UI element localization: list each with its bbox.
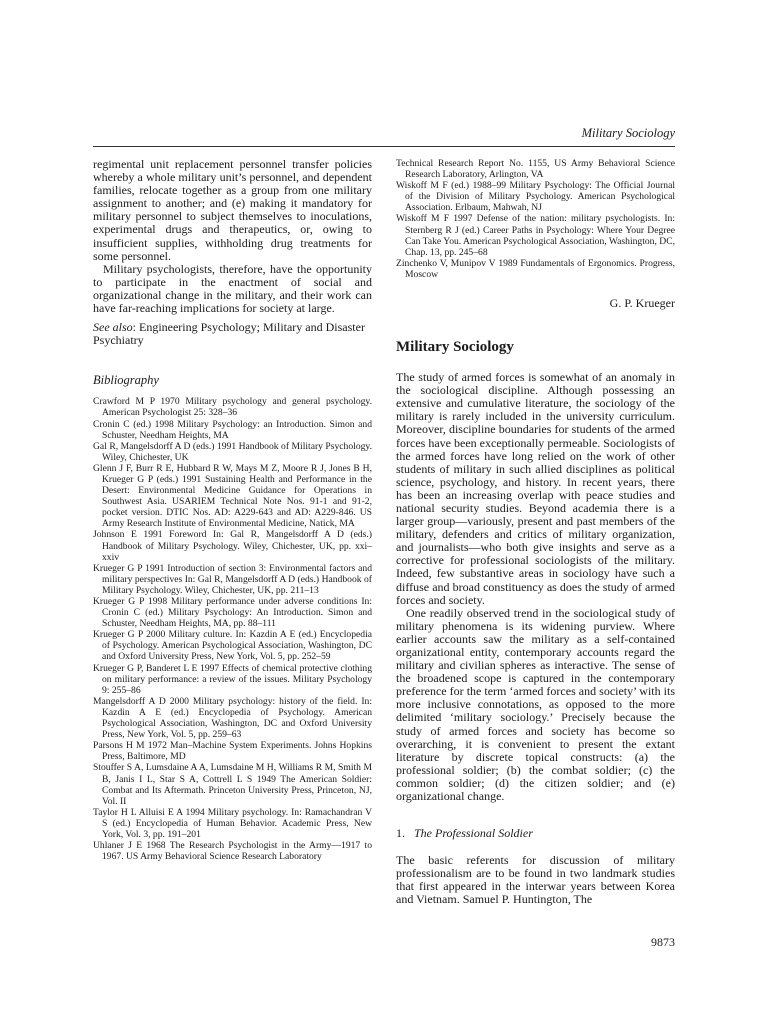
reference-list [93,396,372,862]
left-column [93,158,372,862]
reference-item: Krueger G P 2000 Military culture. In: Kazdin A E (ed.) Encyclopedia of Psychology. American Psychological Association, Washington, DC and Oxford University Press, New York, Vol. 5, pp. 252–59 [93,629,372,663]
reference-item: Johnson E 1991 Foreword In: Gal R, Mangelsdorff A D (eds.) Handbook of Military Psychology. Wiley, Chichester, UK, pp. xxi–xxiv [93,529,372,563]
reference-item: Wiskoff M F 1997 Defense of the nation: military psychologists. In: Sternberg R J (ed.) Career Paths in Psychology: Where Your Degree Can Take You. American Psychological Association, Washington, DC, Chap. 13, pp. 245–68 [396,213,676,258]
reference-item: Stouffer S A, Lumsdaine A A, Lumsdaine M H, Williams R M, Smith M B, Janis I L, Star S A, Cottrell L S 1949 The American Soldier: Combat and Its Aftermath. Princeton University Press, Princeton, NJ, Vol. II [93,762,372,807]
reference-item: Mangelsdorff A D 2000 Military psychology: history of the field. In: Kazdin A E (ed.) Encyclopedia of Psychology. American Psychological Association, Washington, DC and Oxford University Press, New York, Vol. 5, pp. 259–63 [93,695,372,741]
subsection-title: The Professional Soldier [414,826,533,841]
header-rule [93,146,675,147]
reference-item: Krueger G P, Banderet L E 1997 Effects of chemical protective clothing on military performance: a review of the issues. Military Psychology 9: 255–86 [93,662,372,696]
reference-item: Krueger G P 1998 Military performance under adverse conditions In: Cronin C (ed.) Military Psychology: An Introduction. Simon and Schuster, Needham Heights, MA, pp. 88–111 [93,596,372,630]
body-paragraph: The study of armed forces is somewhat of an anomaly in the sociological discipline. Although possessing an extensive and cumulative literature, the sociology of the military is rarely included in the university curriculum. Moreover, discipline boundaries for students of the armed forces have been exceptionally permeable. Sociologists of the armed forces have long relied on the work of other students of military in such allied disciplines as political science, psychology, and history. In recent years, there has been an increasing overlap with peace studies and national security studies. Beyond academia there is a larger group—variously, present and past members of the military, defenders and critics of military organization, and journalists—who both give insights and serve as a corrective for professional sociologists of the military. Indeed, few substantive areas in sociology have such a diffuse and broad constituency as does the study of armed forces and society. [396,370,675,607]
running-head: Military Sociology [581,126,675,140]
reference-item: Krueger G P 1991 Introduction of section 3: Environmental factors and military perspectives In: Gal R, Mangelsdorff A D (eds.) Handbook of Military Psychology. Wiley, Chichester, UK, pp. 211–13 [93,562,372,596]
body-paragraph: One readily observed trend in the sociological study of military phenomena is its widening purview. Where earlier accounts saw the military as a self-contained organizational entity, contemporary accounts regard the military and civilian spheres as interactive. The sense of the broadened scope is captured in the contemporary preference for the term ‘armed forces and society’ with its more inclusive connotations, as opposed to the more delimited ‘military sociology.’ Precisely because the study of armed forces and society has become so overarching, it is convenient to present the extant literature by discrete topical constructs: (a) the professional soldier; (b) the combat soldier; (c) the common soldier; (d) the citizen soldier; and (e) organizational change. [396,605,675,804]
see-also [93,321,372,347]
reference-item: Technical Research Report No. 1155, US Army Behavioral Science Research Laboratory, Arlington, VA [396,158,675,181]
reference-item: Zinchenko V, Munipov V 1989 Fundamentals of Ergonomics. Progress, Moscow [396,257,675,280]
see-also-links: : Engineering Psychology; Military and Disaster Psychiatry [93,320,365,348]
reference-item: Cronin C (ed.) 1998 Military Psychology: an Introduction. Simon and Schuster, Needham Heights, MA [93,418,372,441]
reference-item: Glenn J F, Burr R E, Hubbard R W, Mays M Z, Moore R J, Jones B H, Krueger G P (eds.) 1991 Sustaining Health and Performance in the Desert: Environmental Medicine Guidance for Operations in Southwest Asia. USARIEM Technical Note Nos. 91-1 and 91-2, pocket version. DTIC Nos. AD: A229-643 and AD: A229-846. US Army Research Institute of Environmental Medicine, Natick, MA [93,462,372,530]
page-number: 9873 [651,935,675,949]
subsection-heading [396,826,675,840]
section-title: Military Sociology [396,339,514,356]
reference-list-continued [396,158,675,280]
subsection-number: 1. [396,826,405,841]
right-column [396,158,675,907]
body-paragraph: The basic referents for discussion of military professionalism are to be found in two landmark studies that first appeared in the interwar years between Korea and Vietnam. Samuel P. Huntington, The [396,853,675,907]
body-paragraph: regimental unit replacement personnel transfer policies whereby a whole military unit’s personnel, and dependent families, relocate together as a group from one military assignment to another; and (e) making it mandatory for military personnel to subject themselves to inoculations, experimental drugs and therapeutics, or, owing to insufficient supplies, withholding drug treatments for some personnel. [93,157,372,263]
reference-item: Crawford M P 1970 Military psychology and general psychology. American Psychologist 25: 328–36 [93,396,372,419]
see-also-label: See also [93,320,133,335]
reference-item: Wiskoff M F (ed.) 1988–99 Military Psychology: The Official Journal of the Division of Military Psychology. American Psychological Association. Erlbaum, Mahwah, NJ [396,180,675,214]
body-paragraph: Military psychologists, therefore, have the opportunity to participate in the enactment of social and organizational change in the military, and their work can have far-reaching implications for society at large. [93,261,372,316]
article-author: G. P. Krueger [609,296,675,311]
bibliography-heading: Bibliography [93,373,159,388]
reference-item: Taylor H L Alluisi E A 1994 Military psychology. In: Ramachandran V S (ed.) Encyclopedia of Human Behavior. Academic Press, New York, Vol. 3, pp. 191–201 [93,806,372,840]
reference-item: Parsons H M 1972 Man–Machine System Experiments. Johns Hopkins Press, Baltimore, MD [93,740,372,763]
reference-item: Gal R, Mangelsdorff A D (eds.) 1991 Handbook of Military Psychology. Wiley, Chichester, UK [93,440,372,463]
reference-item: Uhlaner J E 1968 The Research Psychologist in the Army—1917 to 1967. US Army Behavioral Science Research Laboratory [93,840,372,863]
